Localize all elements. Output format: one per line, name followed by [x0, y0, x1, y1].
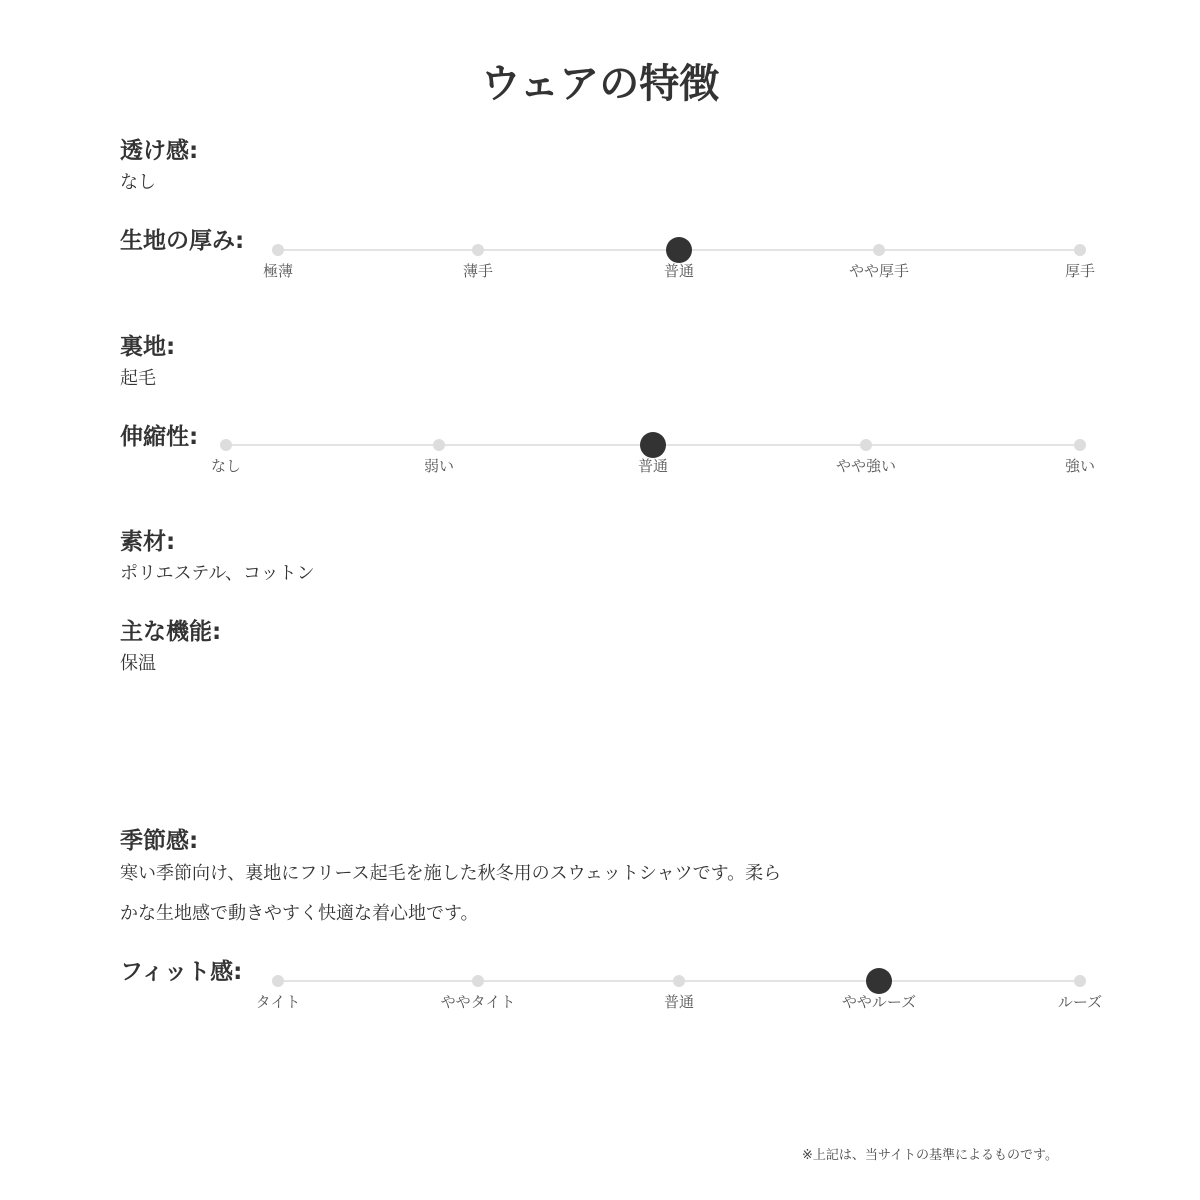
thickness-label: 生地の厚み: — [120, 228, 245, 254]
fit-scale-option: 普通 — [663, 993, 694, 1011]
thickness-scale-dot — [1074, 244, 1086, 256]
footnote: ※上記は、当サイトの基準によるものです。 — [802, 1148, 1058, 1163]
fit-scale-option: ややタイト — [440, 993, 516, 1011]
stretch-scale-dot — [220, 439, 232, 451]
fit-scale-dot — [673, 975, 685, 987]
thickness-scale-selected-dot — [666, 237, 692, 263]
thickness-scale-option: 普通 — [663, 262, 694, 280]
stretch-scale-dot — [1074, 439, 1086, 451]
stretch-scale-option: 普通 — [637, 457, 668, 475]
transparency-label: 透け感: — [120, 138, 199, 164]
stretch-scale-option: 弱い — [423, 457, 454, 475]
fit-scale-selected-dot — [866, 968, 892, 994]
stretch-scale-option: なし — [210, 457, 241, 475]
stretch-scale-option: やや強い — [835, 457, 896, 475]
thickness-scale-dot — [472, 244, 484, 256]
fit-scale-option: タイト — [255, 993, 301, 1011]
material-label: 素材: — [120, 529, 176, 555]
stretch-scale-dot — [433, 439, 445, 451]
stretch-label: 伸縮性: — [120, 424, 199, 450]
thickness-scale — [0, 230, 1200, 290]
thickness-scale-option: やや厚手 — [848, 262, 909, 280]
season-description-line-1: 寒い季節向け、裏地にフリース起毛を施した秋冬用のスウェットシャツです。柔ら — [120, 863, 782, 884]
stretch-scale-selected-dot — [640, 432, 666, 458]
page-title: ウェアの特徴 — [480, 61, 720, 107]
thickness-scale-dot — [272, 244, 284, 256]
transparency-value: なし — [120, 172, 156, 193]
fit-scale-option: ルーズ — [1057, 993, 1103, 1011]
functions-value: 保温 — [120, 653, 156, 674]
lining-label: 裏地: — [120, 334, 176, 360]
fit-label: フィット感: — [120, 959, 243, 985]
stretch-scale — [0, 425, 1200, 485]
fit-scale-option: ややルーズ — [841, 993, 917, 1011]
stretch-scale-dot — [860, 439, 872, 451]
functions-label: 主な機能: — [120, 619, 222, 645]
thickness-scale-dot — [873, 244, 885, 256]
fit-scale-dot — [272, 975, 284, 987]
fit-scale-dot — [1074, 975, 1086, 987]
material-value: ポリエステル、コットン — [120, 563, 315, 584]
stretch-scale-option: 強い — [1064, 457, 1095, 475]
thickness-scale-option: 厚手 — [1064, 262, 1095, 280]
season-label: 季節感: — [120, 828, 199, 854]
lining-value: 起毛 — [120, 368, 156, 389]
fit-scale — [0, 961, 1200, 1021]
thickness-scale-option: 極薄 — [262, 262, 293, 280]
fit-scale-dot — [472, 975, 484, 987]
thickness-scale-option: 薄手 — [462, 262, 493, 280]
season-description-line-2: かな生地感で動きやすく快適な着心地です。 — [120, 903, 479, 924]
